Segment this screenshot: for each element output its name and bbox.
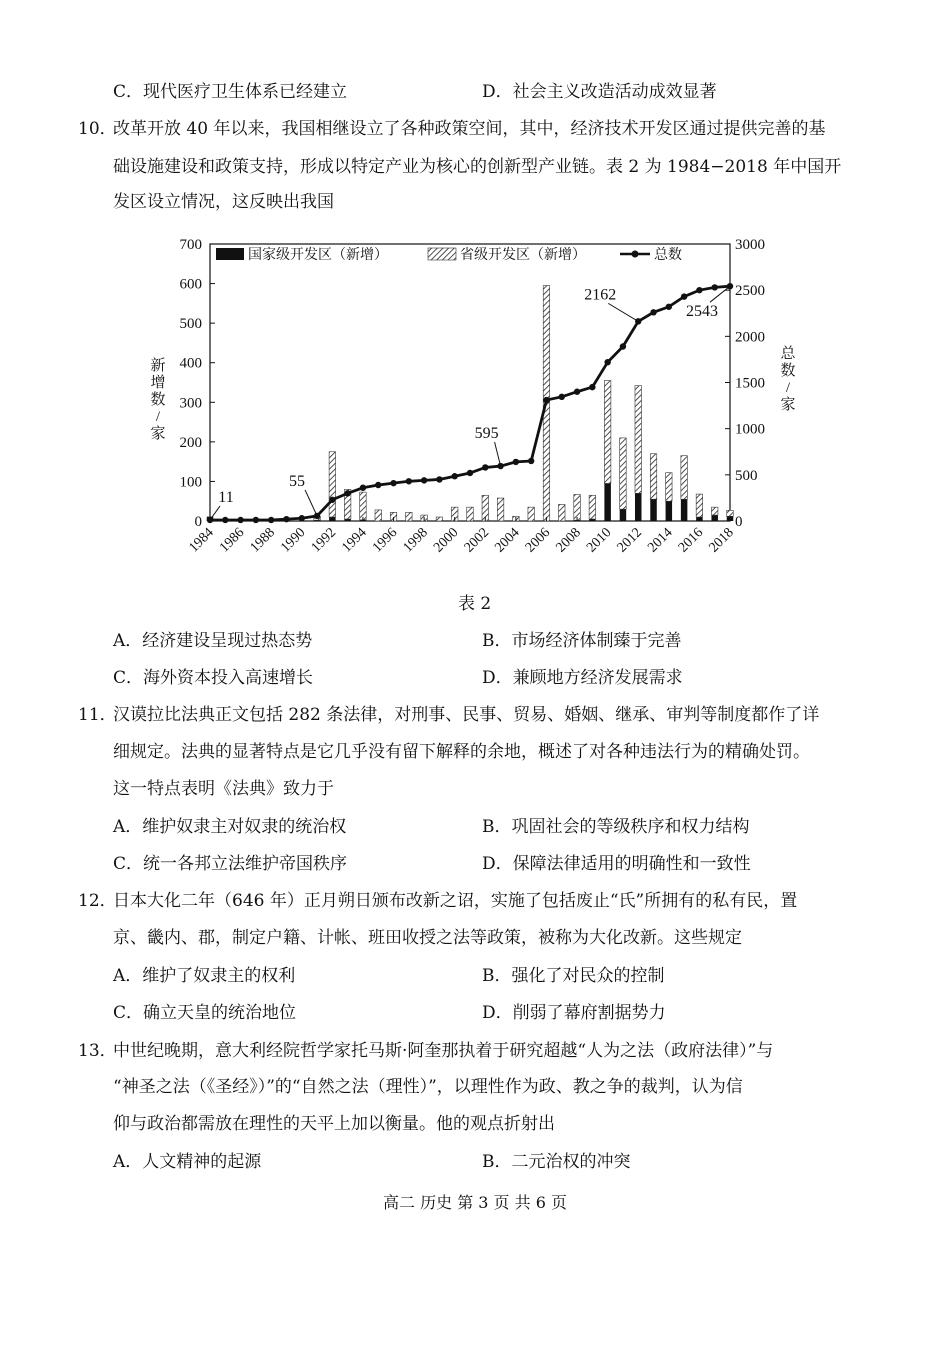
- q13-stem-line-1: 中世纪晚期，意大利经院哲学家托马斯·阿奎那执着于研究超越“人为之法（政府法律）”与: [113, 1041, 774, 1061]
- bar-provincial-2014: [666, 473, 673, 501]
- q12-option-c: C．确立天皇的统治地位: [113, 1003, 297, 1023]
- total-point-2000: [452, 473, 458, 479]
- left-axis-tick-label: 400: [179, 355, 202, 372]
- total-point-1997: [406, 478, 412, 484]
- left-axis-tick-label: 500: [179, 316, 202, 333]
- legend-total-marker: [632, 251, 639, 258]
- total-point-2001: [467, 470, 473, 476]
- total-point-1985: [222, 517, 228, 523]
- x-axis-tick-label: 2008: [553, 525, 584, 556]
- q9-option-c: C．现代医疗卫生体系已经建立: [113, 82, 348, 102]
- total-point-1996: [390, 480, 396, 486]
- bar-provincial-2008: [574, 494, 581, 520]
- total-point-2008: [574, 389, 580, 395]
- left-axis-tick-label: 600: [179, 276, 202, 293]
- bar-provincial-2012: [635, 386, 642, 494]
- total-annotation-leader: [305, 490, 317, 516]
- total-point-2010: [604, 359, 610, 365]
- q10-option-a: A．经济建设呈现过热态势: [113, 631, 313, 651]
- left-axis-tick-label: 100: [179, 474, 202, 491]
- right-axis-tick-label: 2500: [735, 283, 765, 300]
- x-axis-tick-label: 1996: [369, 525, 401, 556]
- q13-stem-line-2: “神圣之法（《圣经》）”的“自然之法（理性）”，以理性作为政、教之争的裁判，认为信: [113, 1077, 743, 1097]
- total-point-1989: [283, 516, 289, 522]
- bar-provincial-2017: [711, 507, 718, 515]
- q11-option-b: B．巩固社会的等级秩序和权力结构: [482, 817, 750, 837]
- q12-stem-line-1: 日本大化二年（646 年）正月朔日颁布改新之诏，实施了包括废止“氏”所拥有的私有民，置: [113, 891, 798, 911]
- total-point-2005: [528, 458, 534, 464]
- q10-stem-line-2: 础设施建设和政策支持，形成以特定产业为核心的创新型产业链。表 2 为 1984−2018 年中国开: [113, 157, 842, 177]
- total-point-2016: [696, 287, 702, 293]
- total-annotation-2162: 2162: [584, 286, 617, 304]
- q9-option-d: D．社会主义改造活动成效显著: [482, 82, 717, 102]
- bar-provincial-2001: [467, 507, 474, 521]
- q11-stem-line-1: 汉谟拉比法典正文包括 282 条法律，对刑事、民事、贸易、婚姻、继承、审判等制度都作了详: [113, 705, 820, 725]
- x-axis-tick-label: 1990: [278, 525, 309, 556]
- total-annotation-11: 11: [218, 488, 234, 506]
- right-axis-label: 总数/家: [780, 346, 796, 413]
- q13-option-b: B．二元治权的冲突: [482, 1152, 631, 1172]
- bar-provincial-2010: [604, 381, 611, 484]
- x-axis-tick-label: 1984: [186, 525, 217, 556]
- q12-option-a: A．维护了奴隶主的权利: [113, 966, 296, 986]
- total-point-1995: [375, 482, 381, 488]
- bar-provincial-2005: [528, 507, 535, 521]
- bar-national-2015: [681, 499, 688, 521]
- legend-provincial-swatch: [428, 248, 456, 260]
- q11-option-c: C．统一各邦立法维护帝国秩序: [113, 854, 348, 874]
- left-axis-tick-label: 300: [179, 395, 202, 412]
- bar-provincial-2013: [650, 454, 657, 500]
- left-axis-tick-label: 0: [194, 514, 202, 530]
- total-annotation-leader: [495, 442, 501, 466]
- bar-national-2013: [650, 499, 657, 521]
- total-point-1998: [421, 477, 427, 483]
- right-axis-tick-label: 1000: [735, 421, 765, 438]
- x-axis-tick-label: 2014: [645, 525, 676, 556]
- x-axis-tick-label: 1998: [400, 525, 431, 556]
- bar-provincial-2009: [589, 495, 596, 519]
- q10-option-d: D．兼顾地方经济发展需求: [482, 668, 683, 688]
- x-axis-tick-label: 2010: [584, 525, 615, 556]
- bar-provincial-2018: [727, 510, 734, 516]
- q11-stem-line-3: 这一特点表明《法典》致力于: [113, 779, 334, 799]
- q12-option-b: B．强化了对民众的控制: [482, 966, 665, 986]
- bar-provincial-1997: [406, 512, 413, 521]
- x-axis-tick-label: 2018: [706, 525, 737, 556]
- total-point-2006: [543, 397, 549, 403]
- bar-provincial-1995: [375, 510, 382, 521]
- left-axis-label: 新增数/家: [150, 358, 166, 442]
- total-point-2013: [650, 309, 656, 315]
- total-annotation-595: 595: [474, 425, 499, 443]
- total-point-1992: [329, 497, 335, 503]
- q10-option-b: B．市场经济体制臻于完善: [482, 631, 682, 651]
- right-axis-tick-label: 1500: [735, 375, 765, 392]
- legend-total-label: 总数: [654, 248, 682, 263]
- legend-provincial-label: 省级开发区（新增）: [460, 248, 586, 263]
- right-axis-tick-label: 500: [735, 467, 758, 484]
- x-axis-tick-label: 1994: [339, 525, 370, 556]
- legend-national-swatch: [216, 248, 244, 260]
- bar-provincial-2015: [681, 456, 688, 500]
- total-point-1987: [253, 517, 259, 523]
- q10-option-c: C．海外资本投入高速增长: [113, 668, 314, 688]
- total-point-2017: [712, 284, 718, 290]
- total-point-2014: [666, 304, 672, 310]
- q10-number: 10．: [78, 119, 117, 139]
- total-point-1993: [344, 490, 350, 496]
- legend-national-label: 国家级开发区（新增）: [248, 248, 388, 263]
- left-axis-tick-label: 200: [179, 434, 202, 451]
- x-axis-tick-label: 2004: [492, 525, 523, 556]
- right-axis-tick-label: 3000: [735, 237, 765, 253]
- right-axis-tick-label: 2000: [735, 329, 765, 346]
- total-point-2015: [681, 293, 687, 299]
- bar-provincial-1992: [329, 452, 336, 517]
- bar-national-2012: [635, 493, 642, 521]
- bar-provincial-2007: [559, 504, 566, 521]
- bar-provincial-1999: [436, 517, 443, 521]
- development-zone-chart: [140, 228, 820, 588]
- total-annotation-leader: [210, 506, 220, 520]
- q11-option-a: A．维护奴隶主对奴隶的统治权: [113, 817, 347, 837]
- total-point-2007: [559, 394, 565, 400]
- bar-provincial-2011: [620, 438, 627, 509]
- q12-option-d: D．削弱了幕府割据势力: [482, 1003, 666, 1023]
- total-point-2011: [620, 343, 626, 349]
- bar-provincial-1994: [360, 492, 367, 520]
- q12-number: 12．: [78, 891, 117, 911]
- x-axis-tick-label: 1988: [247, 525, 279, 556]
- q12-stem-line-2: 京、畿内、郡，制定户籍、计帐、班田收授之法等政策，被称为大化改新。这些规定: [113, 928, 742, 948]
- q13-option-a: A．人文精神的起源: [113, 1152, 262, 1172]
- total-point-1994: [360, 485, 366, 491]
- q11-option-d: D．保障法律适用的明确性和一致性: [482, 854, 751, 874]
- x-axis-tick-label: 2002: [461, 525, 493, 556]
- q11-stem-line-2: 细规定。法典的显著特点是它几乎没有留下解释的余地，概述了对各种违法行为的精确处罚。: [113, 742, 810, 762]
- total-point-2002: [482, 464, 488, 470]
- q13-stem-line-3: 仰与政治都需放在理性的天平上加以衡量。他的观点折射出: [113, 1114, 555, 1134]
- left-axis-tick-label: 700: [179, 237, 202, 253]
- q13-number: 13．: [78, 1041, 117, 1061]
- total-point-2004: [513, 459, 519, 465]
- bar-national-2011: [620, 509, 627, 521]
- page-footer: 高二 历史 第 3 页 共 6 页: [383, 1193, 567, 1212]
- total-point-2012: [635, 318, 641, 324]
- q10-stem-line-3: 发区设立情况，这反映出我国: [113, 192, 334, 212]
- total-point-1999: [436, 476, 442, 482]
- x-axis-tick-label: 2006: [522, 525, 554, 556]
- bar-national-2017: [711, 515, 718, 521]
- chart-caption: 表 2: [458, 594, 492, 614]
- total-annotation-leader: [608, 303, 638, 321]
- x-axis-tick-label: 2000: [431, 525, 462, 556]
- q11-number: 11．: [78, 705, 117, 725]
- total-point-2009: [589, 384, 595, 390]
- x-axis-tick-label: 2016: [675, 525, 707, 556]
- x-axis-tick-label: 1986: [217, 525, 248, 556]
- bar-provincial-2003: [497, 498, 504, 521]
- right-axis-tick-label: 0: [735, 514, 743, 530]
- q10-stem-line-1: 改革开放 40 年以来，我国相继设立了各种政策空间，其中，经济技术开发区通过提供完善的基: [113, 119, 826, 139]
- total-annotation-55: 55: [289, 472, 306, 490]
- bar-national-2010: [604, 483, 611, 521]
- total-annotation-2543: 2543: [686, 303, 718, 321]
- bar-provincial-2016: [696, 494, 703, 517]
- x-axis-tick-label: 2012: [614, 525, 646, 556]
- x-axis-tick-label: 1992: [308, 525, 340, 556]
